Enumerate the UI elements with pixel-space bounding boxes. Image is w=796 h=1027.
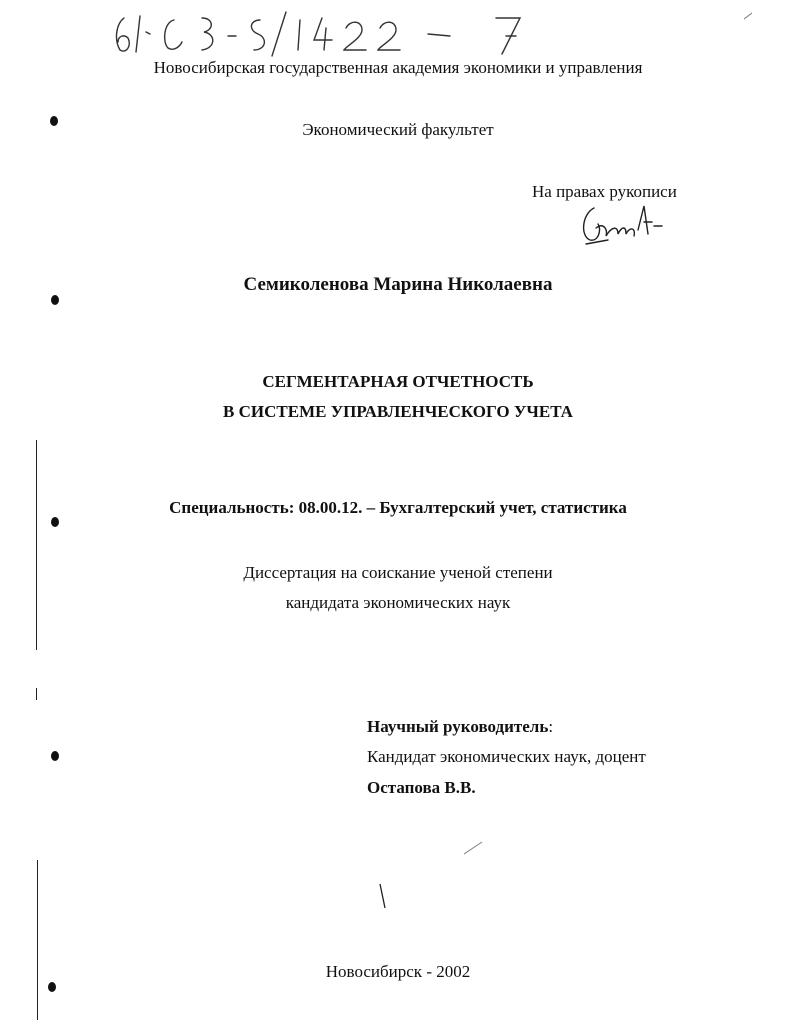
specialty: Специальность: 08.00.12. – Бухгалтерский учет, статистика [169, 498, 627, 517]
faculty-name: Экономический факультет [302, 120, 494, 139]
stray-pen-mark [378, 882, 388, 917]
manuscript-rights-note: На правах рукописи [532, 182, 677, 201]
thesis-title-line-1: СЕГМЕНТАРНАЯ ОТЧЕТНОСТЬ [262, 372, 534, 391]
punch-hole-mark [51, 517, 59, 527]
author-signature [578, 200, 668, 255]
punch-hole-mark [51, 295, 59, 305]
stray-pen-mark [742, 8, 754, 26]
degree-line-1: Диссертация на соискание ученой степени [243, 563, 553, 582]
supervisor-position: Кандидат экономических наук, доцент [367, 747, 646, 766]
city-year: Новосибирск - 2002 [325, 962, 471, 981]
handwritten-archive-number [110, 6, 540, 63]
punch-hole-mark [48, 982, 56, 992]
punch-hole-mark [50, 116, 58, 126]
scan-edge-line [36, 440, 37, 650]
stray-pen-mark [462, 840, 486, 861]
scan-edge-line [36, 688, 37, 700]
degree-line-2: кандидата экономических наук [285, 593, 511, 612]
supervisor-label: Научный руководитель: [367, 717, 554, 736]
author-name: Семиколенова Марина Николаевна [243, 274, 553, 295]
supervisor-name: Остапова В.В. [367, 778, 476, 797]
punch-hole-mark [51, 751, 59, 761]
scan-edge-line [37, 860, 38, 1020]
thesis-title-line-2: В СИСТЕМЕ УПРАВЛЕНЧЕСКОГО УЧЕТА [223, 402, 573, 421]
institution-name: Новосибирская государственная академия экономики и управления [153, 58, 643, 77]
